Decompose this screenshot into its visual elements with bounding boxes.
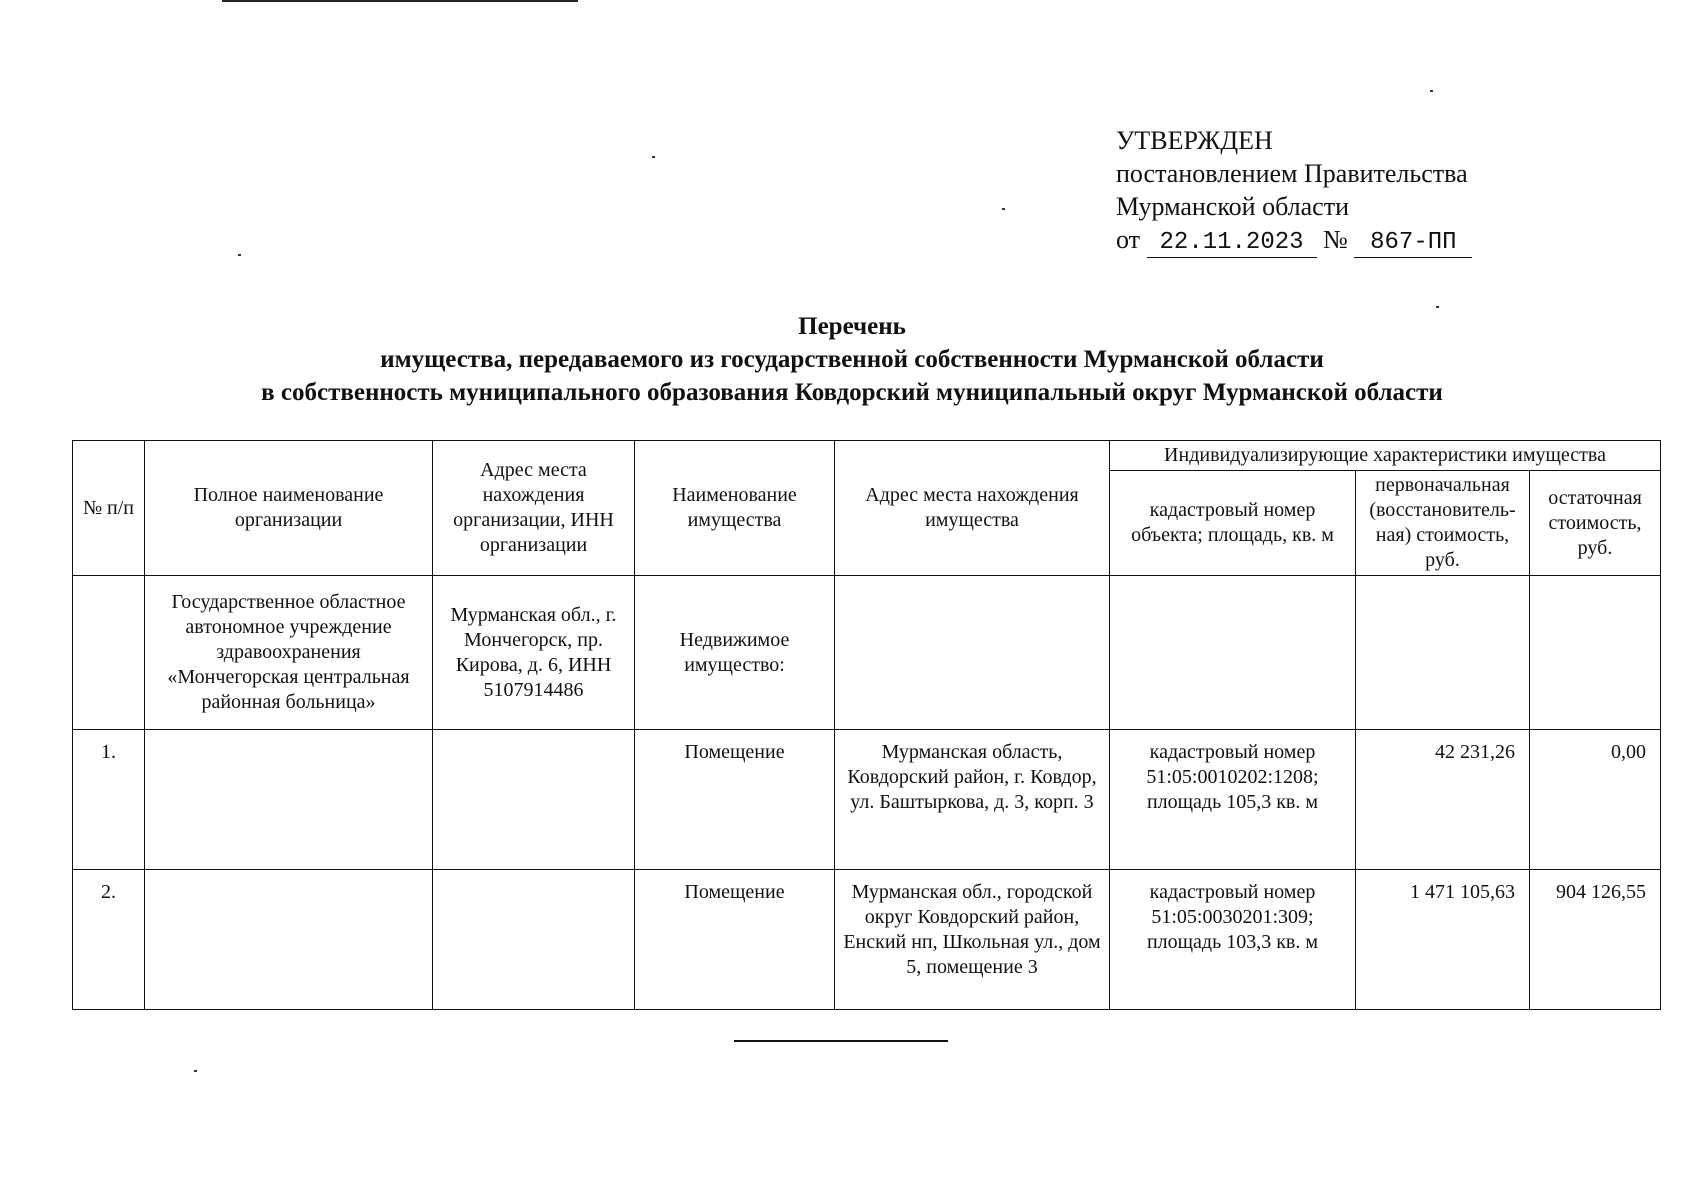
scan-speck (652, 156, 655, 158)
scan-speck (238, 254, 241, 256)
row-empty-org-address (433, 730, 635, 870)
scan-speck (1430, 90, 1433, 92)
row-property-name: Помещение (635, 730, 835, 870)
row-empty-org-address (433, 870, 635, 1010)
org-row-empty-cadastral (1110, 576, 1356, 730)
title-line-3: в собственность муниципального образования Ковдорский муниципальный округ Мурманской области (261, 379, 1443, 406)
row-num: 1. (73, 730, 145, 870)
org-row-empty-address (835, 576, 1110, 730)
row-initial-cost: 42 231,26 (1356, 730, 1530, 870)
row-initial-cost: 1 471 105,63 (1356, 870, 1530, 1010)
row-residual-cost: 0,00 (1530, 730, 1661, 870)
header-property-address: Адрес места нахождения имущества (835, 441, 1110, 576)
scan-speck (1436, 306, 1439, 308)
row-property-address: Мурманская обл., городской округ Ковдорский район, Енский нп, Школьная ул., дом 5, помещение 3 (835, 870, 1110, 1010)
header-num: № п/п (73, 441, 145, 576)
row-property-address: Мурманская область, Ковдорский район, г. Ковдор, ул. Баштыркова, д. 3, корп. 3 (835, 730, 1110, 870)
closing-separator-line (734, 1040, 948, 1042)
header-row-1 (73, 441, 1661, 471)
org-row (73, 576, 1661, 730)
row-empty-org (145, 730, 433, 870)
row-property-name: Помещение (635, 870, 835, 1010)
header-org-name: Полное наименование организации (145, 441, 433, 576)
scan-speck (1002, 208, 1005, 210)
table-row (73, 730, 1661, 870)
header-org-address: Адрес места нахождения организации, ИНН организации (433, 441, 635, 576)
header-characteristics-group: Индивидуализирующие характеристики имущества (1110, 441, 1661, 471)
property-table (72, 440, 1661, 1010)
property-category-cell: Недвижимое имущество: (635, 576, 835, 730)
approval-line-resolution: постановлением Правительства (1116, 159, 1468, 188)
org-row-empty-residual (1530, 576, 1661, 730)
approval-heading: УТВЕРЖДЕН (1116, 126, 1273, 155)
approval-block (1116, 124, 1472, 258)
org-row-empty-initial (1356, 576, 1530, 730)
row-residual-cost: 904 126,55 (1530, 870, 1661, 1010)
header-residual-cost: остаточная стоимость, руб. (1530, 471, 1661, 576)
number-label: № (1323, 225, 1348, 254)
title-line-1: Перечень (798, 313, 906, 340)
header-cadastral: кадастровый номер объекта; площадь, кв. м (1110, 471, 1356, 576)
from-label: от (1116, 225, 1141, 254)
org-name-cell: Государственное областное автономное учреждение здравоохранения «Мончегорская центральная районная больница» (145, 576, 433, 730)
approval-number: 867-ПП (1354, 229, 1472, 258)
scan-speck (194, 1070, 197, 1072)
approval-date-line (1116, 223, 1472, 258)
row-empty-org (145, 870, 433, 1010)
row-num: 2. (73, 870, 145, 1010)
header-initial-cost: первоначальная (восстановитель-ная) стоимость, руб. (1356, 471, 1530, 576)
approval-date: 22.11.2023 (1147, 229, 1317, 258)
table-row (73, 870, 1661, 1010)
org-row-num (73, 576, 145, 730)
approval-line-region: Мурманской области (1116, 192, 1349, 221)
document-title (0, 310, 1704, 409)
row-cadastral: кадастровый номер 51:05:0030201:309; площадь 103,3 кв. м (1110, 870, 1356, 1010)
header-property-name: Наименование имущества (635, 441, 835, 576)
org-address-cell: Мурманская обл., г. Мончегорск, пр. Кирова, д. 6, ИНН 5107914486 (433, 576, 635, 730)
title-line-2: имущества, передаваемого из государственной собственности Мурманской области (380, 346, 1324, 373)
row-cadastral: кадастровый номер 51:05:0010202:1208; площадь 105,3 кв. м (1110, 730, 1356, 870)
scan-top-line (222, 0, 578, 2)
